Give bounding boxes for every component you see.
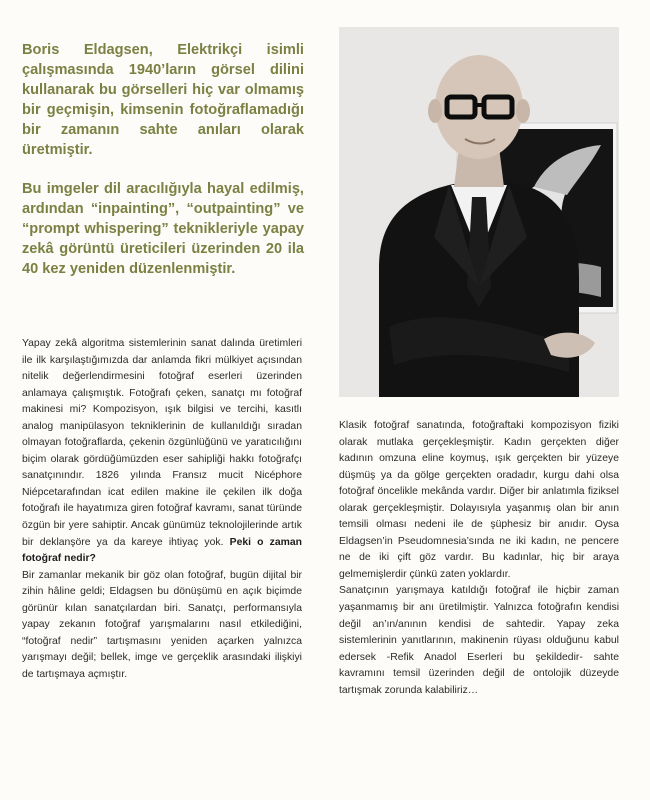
portrait-photo: [339, 27, 619, 397]
question-heading: Peki o zaman fotoğraf nedir?: [22, 536, 302, 565]
right-paragraph-2: Sanatçının yarışmaya katıldığı fotoğraf ile hiçbir zaman yaşanmamış bir anı üretilmiştir. Yalnızca fotoğrafın kendisi değil an’ın/anının kendisi de sahtedir. Yapay zeka sistemlerinin yanıtlarının, makinenin rüyası olduğunu kabul edersek -Refik Anadol Eserleri bu şekildedir- sahte kavramını temsil üzerinden değil de ontolojik düzeyde tartışmak zorunda kalabiliriz…: [339, 585, 619, 696]
left-paragraph-1: [22, 336, 302, 568]
article-right-column: [339, 418, 619, 699]
left-paragraph-2: Bir zamanlar mekanik bir göz olan fotoğraf, bugün dijital bir zihin hâline geldi; Eldagsen bu dönüşümü en açık biçimde görünür kılan sanatçılardan biri. Sanatçı, performansıyla yapay zekanın fotoğraf yarışmalarını nasıl etkilediğini, “fotoğraf nedir” tartışmasını yeniden açarken yalnızca yarışmayı değil; bellek, imge ve gerçeklik arasındaki ilişkiyi de tartışmaya açmıştır.: [22, 569, 302, 680]
article-left-column: [22, 336, 302, 683]
lead-paragraph-2: Bu imgeler dil aracılığıyla hayal edilmiş, ardından “inpainting”, “outpainting” ve “prompt whispering” teknikleriyle yapay zekâ görüntü üreticileri üzerinden 20 ila 40 kez yeniden düzenlenmiştir.: [22, 181, 304, 277]
right-paragraph-1: Klasik fotoğraf sanatında, fotoğraftaki kompozisyon fiziki olarak mutlaka gerçekleşmiştir. Kadın gerçekten diğer kadının omzuna eline koymuş, ışık gerçekten bir yüzeye düşmüş ya da gölge gerçekten oradadır, kurgu dahi olsa fotoğraf öncelikle mekânda vardır. Diğer bir anlatımla fiziksel olarak gerçekleşmiştir. Dolayısıyla yaşanmış olan bir anın temsili olması nedeni ile de şüphesiz bir anıdır. Oysa Eldagsen’in Pseudomnesia’sında ne iki kadın, ne pencere ne de iki çift göz vardır. Bu kadınlar, hiç bir araya gelmemişlerdir çünkü zaten yoklardır.: [339, 420, 619, 580]
portrait-illustration: [339, 27, 619, 397]
left-paragraph-1-text: Yapay zekâ algoritma sistemlerinin sanat dalında üretimleri ile ilk karşılaştığımızda dar anlamda fikri mülkiyet açısından nitelik değerlendirmesini fotoğraf eserleri üzerinden anlamaya çalışmıştık. Fotoğrafı çeken, sanatçı mı fotoğraf makinesi mi? Kompozisyon, ışık bilgisi ve tercihi, kasıtlı analog manipülasyon tekniklerinin de kullanıldığı sıradan olmayan fotoğraflarda, çekenin özgünlüğünü ve yaratıcılığını biçim olarak gördüğümüzden eser sahipliği hakkı fotoğrafçı sanatçınındır. 1826 yılında Fransız mucit Nicéphore Niépcetarafından icat edilen makine ile çekilen ilk doğa fotoğrafı ile hayatımıza giren fotoğraf kavramı, sanat türünde özgün bir yere sahiptir. Ancak günümüz teknolojilerinde artık bir deklanşöre ya da kareye ihtiyaç yok.: [22, 338, 302, 548]
lead-paragraph-1: Boris Eldagsen, Elektrikçi isimli çalışmasında 1940’ların görsel dilini kullanarak bu görselleri hiç var olmamış bir geçmişin, kimsenin fotoğraflamadığı bir zamanın sahte anıları olarak üretmiştir.: [22, 42, 304, 158]
lead-quote: [22, 40, 304, 298]
